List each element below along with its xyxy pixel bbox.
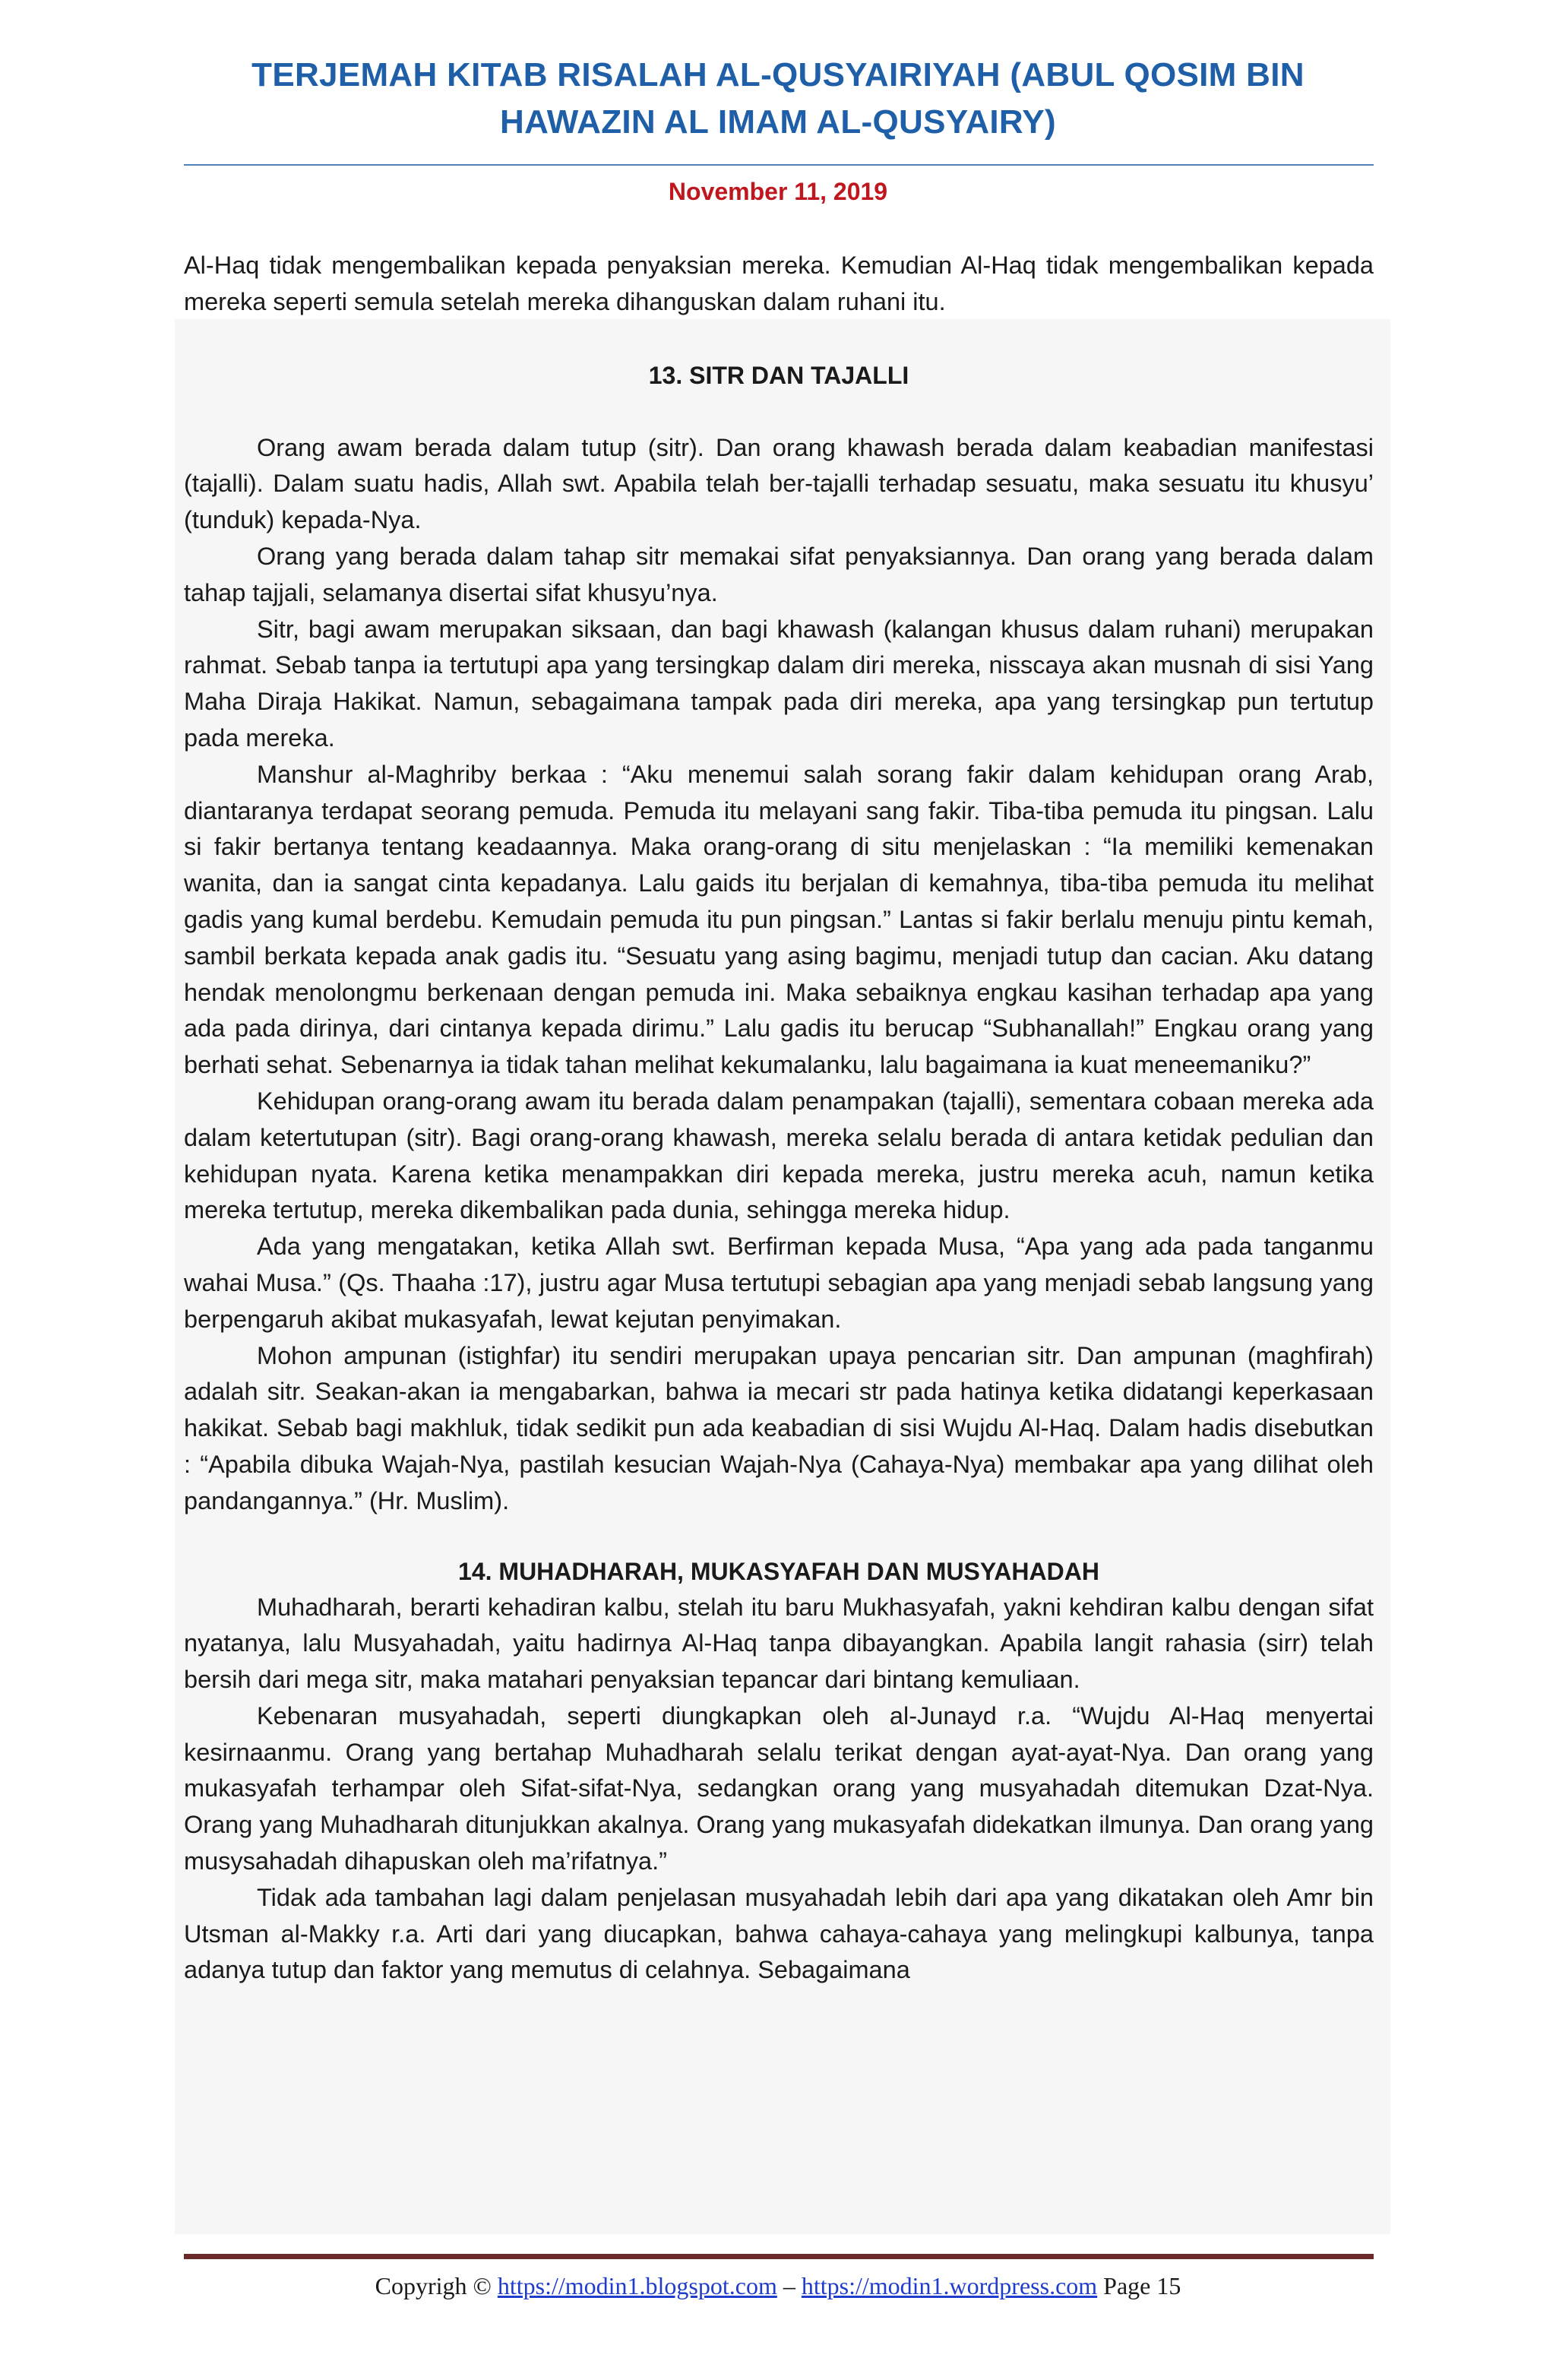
paragraph-intro: Al-Haq tidak mengembalikan kepada penyaksian mereka. Kemudian Al-Haq tidak mengembalikan kepada mereka seperti semula setelah mereka dihanguskan dalam ruhani itu. bbox=[184, 252, 1374, 315]
title-line-1: TERJEMAH KITAB RISALAH AL-QUSYAIRIYAH (ABUL QOSIM BIN bbox=[251, 56, 1305, 93]
paragraph: Orang awam berada dalam tutup (sitr). Dan orang khawash berada dalam keabadian manifestasi (tajalli). Dalam suatu hadis, Allah swt. Apabila telah ber-tajalli terhadap sesuatu, maka sesuatu itu khusyu’ (tunduk) kepada-Nya. bbox=[184, 433, 1374, 534]
header-divider bbox=[184, 164, 1374, 166]
paragraph: Orang yang berada dalam tahap sitr memakai sifat penyaksiannya. Dan orang yang berada dalam tahap tajjali, selamanya disertai sifat khusyu’nya. bbox=[184, 542, 1374, 606]
paragraph: Ada yang mengatakan, ketika Allah swt. Berfirman kepada Musa, “Apa yang ada pada tanganmu wahai Musa.” (Qs. Thaaha :17), justru agar Musa tertutupi sebagian apa yang menjadi sebab langsung yang berpengaruh akibat mukasyafah, lewat kejutan penyimakan. bbox=[184, 1233, 1374, 1333]
document-body bbox=[184, 248, 1374, 1989]
paragraph: Sitr, bagi awam merupakan siksaan, dan bagi khawash (kalangan khusus dalam ruhani) merupakan rahmat. Sebab tanpa ia tertutupi apa yang tersingkap dalam diri mereka, nisscaya akan musnah di sisi Yang Maha Diraja Hakikat. Namun, sebagaimana tampak pada diri mereka, apa yang tersingkap pun tertutup pada mereka. bbox=[184, 615, 1374, 752]
paragraph: Muhadharah, berarti kehadiran kalbu, stelah itu baru Mukhasyafah, yakni kehdiran kalbu dengan sifat nyatanya, lalu Musyahadah, yaitu hadirnya Al-Haq tanpa dibayangkan. Apabila langit rahasia (sirr) telah bersih dari mega sitr, maka matahari penyaksian tepancar dari bintang kemuliaan. bbox=[184, 1593, 1374, 1694]
page-number: Page 15 bbox=[1103, 2272, 1181, 2299]
document-date: November 11, 2019 bbox=[668, 178, 888, 205]
paragraph: Mohon ampunan (istighfar) itu sendiri merupakan upaya pencarian sitr. Dan ampunan (maghfirah) adalah sitr. Seakan-akan ia mengabarkan, bahwa ia mecari str pada hatinya ketika didatangi keperkasaan hakikat. Sebab bagi makhluk, tidak sedikit pun ada keabadian di sisi Wujdu Al-Haq. Dalam hadis disebutkan : “Apabila dibuka Wajah-Nya, pastilah kesucian Wajah-Nya (Cahaya-Nya) membakar apa yang dilihat oleh pandangannya.” (Hr. Muslim). bbox=[184, 1341, 1374, 1514]
footer-separator: – bbox=[783, 2272, 795, 2299]
section-heading-14: 14. MUHADHARAH, MUKASYAFAH DAN MUSYAHADAH bbox=[458, 1557, 1099, 1585]
section-heading-13: 13. SITR DAN TAJALLI bbox=[648, 361, 909, 389]
wordpress-link[interactable]: https://modin1.wordpress.com bbox=[801, 2272, 1098, 2299]
document-title bbox=[0, 52, 1556, 146]
footer-divider bbox=[184, 2254, 1374, 2259]
title-line-2: HAWAZIN AL IMAM AL-QUSYAIRY) bbox=[500, 103, 1056, 141]
blogspot-link[interactable]: https://modin1.blogspot.com bbox=[497, 2272, 777, 2299]
page-footer bbox=[0, 2268, 1556, 2304]
copyright-text: Copyrigh © bbox=[375, 2272, 492, 2299]
paragraph: Kebenaran musyahadah, seperti diungkapkan oleh al-Junayd r.a. “Wujdu Al-Haq menyertai kesirnaanmu. Orang yang bertahap Muhadharah selalu terikat dengan ayat-ayat-Nya. Dan orang yang mukasyafah terhampar oleh Sifat-sifat-Nya, sedangkan orang yang musyahadah ditemukan Dzat-Nya. Orang yang Muhadharah ditunjukkan akalnya. Orang yang mukasyafah didekatkan ilmunya. Dan orang yang musysahadah dihapuskan oleh ma’rifatnya.” bbox=[184, 1701, 1374, 1875]
paragraph: Kehidupan orang-orang awam itu berada dalam penampakan (tajalli), sementara cobaan mereka ada dalam ketertutupan (sitr). Bagi orang-orang khawash, mereka selalu berada di antara ketidak pedulian dan kehidupan nyata. Karena ketika menampakkan diri kepada mereka, justru mereka acuh, namun ketika mereka tertutup, mereka dikembalikan pada dunia, sehingga mereka hidup. bbox=[184, 1087, 1374, 1224]
paragraph: Manshur al-Maghriby berkaa : “Aku menemui salah sorang fakir dalam kehidupan orang Arab, diantaranya terdapat seorang pemuda. Pemuda itu melayani sang fakir. Tiba-tiba pemuda itu pingsan. Lalu si fakir bertanya tentang keadaannya. Maka orang-orang di situ menjelaskan : “Ia memiliki kemenakan wanita, dan ia sangat cinta kepadanya. Lalu gaids itu berjalan di kemahnya, tiba-tiba pemuda itu melihat gadis yang kumal berdebu. Kemudain pemuda itu pun pingsan.” Lantas si fakir berlalu menuju pintu kemah, sambil berkata kepada anak gadis itu. “Sesuatu yang asing bagimu, menjadi tutup dan cacian. Aku datang hendak menolongmu berkenaan dengan pemuda ini. Maka sebaiknya engkau kasihan terhadap apa yang ada pada dirinya, dari cintanya kepada dirimu.” Lalu gadis itu berucap “Subhanallah!” Engkau orang yang berhati sehat. Sebenarnya ia tidak tahan melihat kekumalanku, lalu bagaimana ia kuat meneemaniku?” bbox=[184, 760, 1374, 1079]
paragraph: Tidak ada tambahan lagi dalam penjelasan musyahadah lebih dari apa yang dikatakan oleh Amr bin Utsman al-Makky r.a. Arti dari yang diucapkan, bahwa cahaya-cahaya yang melingkupi kalbunya, tanpa adanya tutup dan faktor yang memutus di celahnya. Sebagaimana bbox=[184, 1883, 1374, 1984]
